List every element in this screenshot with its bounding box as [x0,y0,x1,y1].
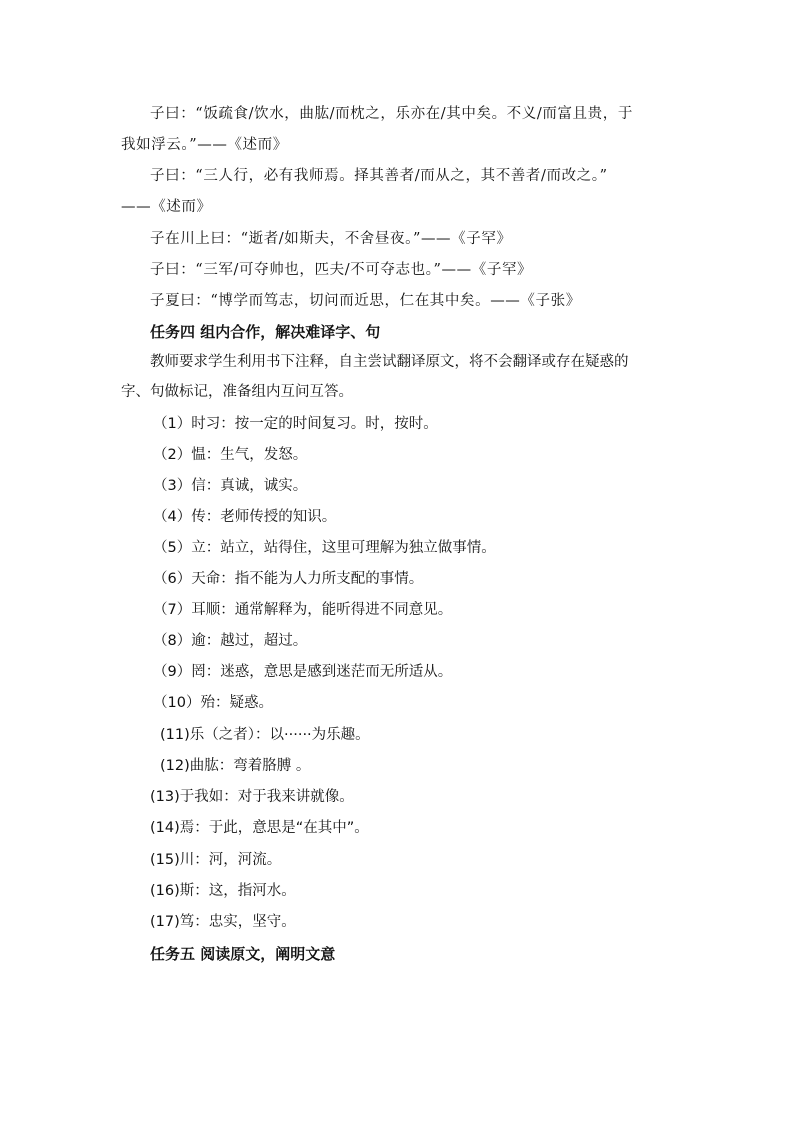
quote-line: 子在川上曰：“逝者/如斯夫，不舍昼夜。”——《子罕》 [150,231,512,247]
gloss-item: (12)曲肱：弯着胳膊 。 [160,758,311,774]
task4-intro: 字、句做标记，准备组内互问互答。 [121,384,353,400]
task5-heading: 任务五 阅读原文，阐明文意 [150,945,336,963]
gloss-item: （4）传：老师传授的知识。 [153,509,337,525]
quote-line: 子曰：“饭疏食/饮水，曲肱/而枕之，乐亦在/其中矣。不义/而富且贵，于 [150,106,633,122]
gloss-item: （9）罔：迷惑，意思是感到迷茫而无所适从。 [153,664,453,680]
quote-line: 我如浮云。”——《述而》 [121,137,288,153]
quote-line: 子曰：“三人行，必有我师焉。择其善者/而从之，其不善者/而改之。” [150,168,608,184]
gloss-item: （3）信：真诚，诚实。 [153,478,308,494]
gloss-item: （6）天命：指不能为人力所支配的事情。 [153,571,424,587]
quote-line: 子曰：“三军/可夺帅也，匹夫/不可夺志也。”——《子罕》 [150,262,533,278]
gloss-item: （8）逾：越过，超过。 [153,633,308,649]
gloss-item: (17)笃：忠实，坚守。 [150,914,296,930]
gloss-item: （5）立：站立，站得住，这里可理解为独立做事情。 [153,540,496,556]
gloss-item: (11)乐（之者）：以······为乐趣。 [160,727,370,743]
gloss-item: （7）耳顺：通常解释为，能听得进不同意见。 [153,602,453,618]
gloss-item: (14)焉：于此，意思是“在其中”。 [150,820,369,836]
gloss-item: （1）时习：按一定的时间复习。时，按时。 [153,416,438,432]
task4-intro: 教师要求学生利用书下注释，自主尝试翻译原文，将不会翻译或存在疑惑的 [150,354,629,370]
gloss-item: (15)川：河，河流。 [150,852,282,868]
gloss-item: (16)斯：这，指河水。 [150,883,296,899]
task4-heading: 任务四 组内合作，解决难译字、句 [150,323,381,341]
quote-line: 子夏曰：“博学而笃志，切问而近思，仁在其中矣。——《子张》 [150,293,581,309]
gloss-item: （2）愠：生气，发怒。 [153,447,308,463]
gloss-item: (13)于我如：对于我来讲就像。 [150,789,354,805]
quote-line: ——《述而》 [121,199,212,215]
gloss-item: （10）殆：疑惑。 [153,695,273,711]
